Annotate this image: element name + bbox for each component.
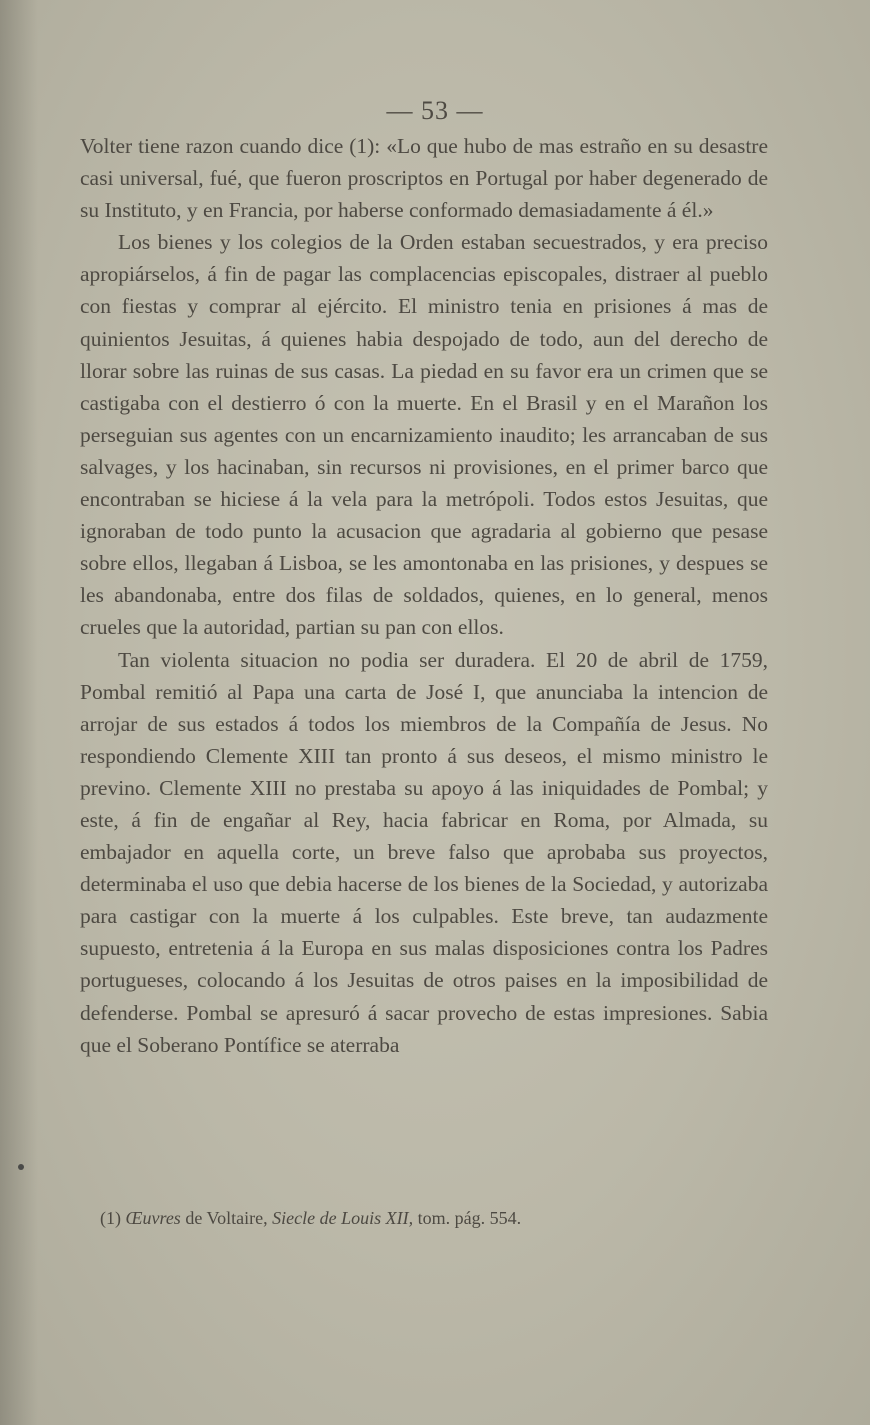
- footnote-text-2: tom. pág. 554.: [417, 1208, 522, 1228]
- footnote: [100, 1206, 760, 1230]
- page-edge-shadow: [0, 0, 38, 1425]
- footnote-text-1: de Voltaire,: [185, 1208, 268, 1228]
- ink-speck: [18, 1164, 24, 1170]
- paragraph-1: Volter tiene razon cuando dice (1): «Lo que hubo de mas estraño en su desastre casi universal, fué, que fueron proscriptos en Portugal por haber degenerado de su Instituto, y en Francia, por haberse conformado demasiadamente á él.»: [80, 134, 768, 223]
- footnote-marker: (1): [100, 1208, 121, 1228]
- footnote-work: Siecle de Louis XII,: [272, 1208, 414, 1228]
- paragraph-2: Los bienes y los colegios de la Orden estaban secuestrados, y era preciso apropiárselos, á fin de pagar las complacencias episcopales, distraer al pueblo con fiestas y comprar al ejército. El ministro tenia en prisiones á mas de quinientos Jesuitas, á quienes habia despojado de todo, aun del derecho de llorar sobre las ruinas de sus casas. La piedad en su favor era un crimen que se castigaba con el destierro ó con la muerte. En el Brasil y en el Marañon los perseguian sus agentes con un encarnizamiento inaudito; les arrancaban de sus salvages, y los hacinaban, sin recursos ni provisiones, en el primer barco que encontraban se hiciese á la vela para la metrópoli. Todos estos Jesuitas, que ignoraban de todo punto la acusacion que agradaria al gobierno que pesase sobre ellos, llegaban á Lisboa, se les amontonaba en las prisiones, y despues se les abandonaba, entre dos filas de soldados, quienes, en lo general, menos crueles que la autoridad, partian su pan con ellos.: [80, 230, 768, 640]
- body-text: [80, 130, 768, 1061]
- page-number: — 53 —: [386, 96, 484, 125]
- footnote-title: Œuvres: [125, 1208, 181, 1228]
- paragraph-3: Tan violenta situacion no podia ser duradera. El 20 de abril de 1759, Pombal remitió al Papa una carta de José I, que anunciaba la intencion de arrojar de sus estados á todos los miembros de la Compañía de Jesus. No respondiendo Clemente XIII tan pronto á sus deseos, el mismo ministro le previno. Clemente XIII no prestaba su apoyo á las iniquidades de Pombal; y este, á fin de engañar al Rey, hacia fabricar en Roma, por Almada, su embajador en aquella corte, un breve falso que aprobaba sus proyectos, determinaba el uso que debia hacerse de los bienes de la Sociedad, y autorizaba para castigar con la muerte á los culpables. Este breve, tan audazmente supuesto, entretenia á la Europa en sus malas disposiciones contra los Padres portugueses, colocando á los Jesuitas de otros paises en la imposibilidad de defenderse. Pombal se apresuró á sacar provecho de estas impresiones. Sabia que el Soberano Pontífice se aterraba: [80, 647, 768, 1057]
